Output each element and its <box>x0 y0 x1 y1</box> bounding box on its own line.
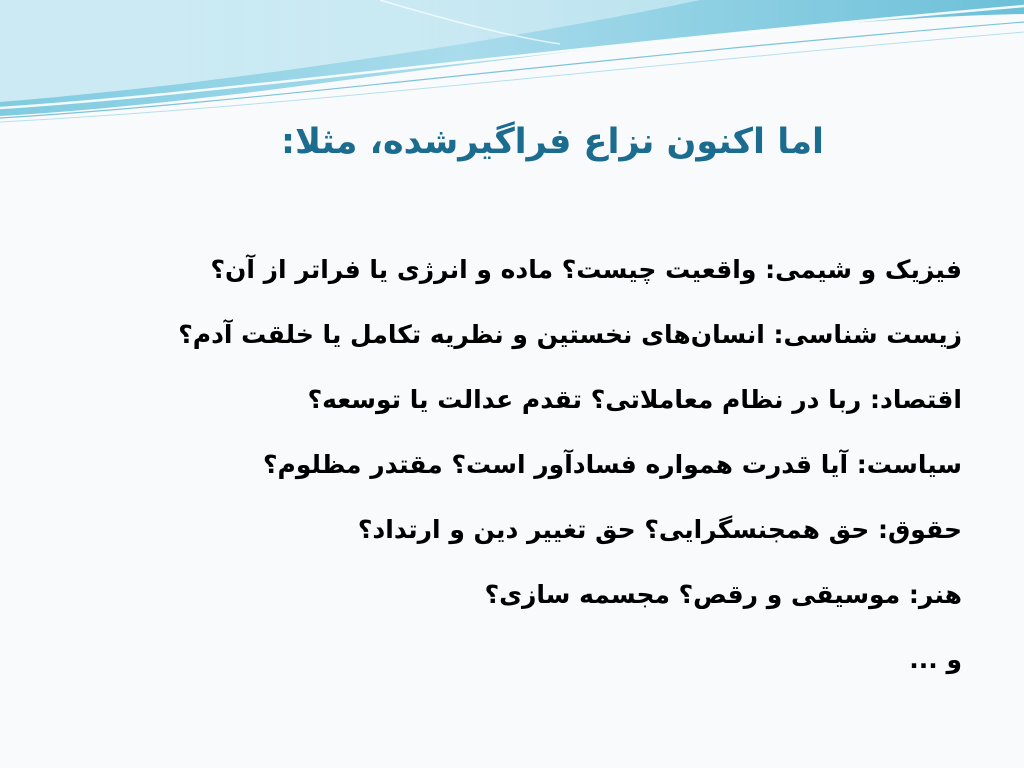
bullet-line-economy: اقتصاد: ربا در نظام معاملاتی؟ تقدم عدالت یا توسعه؟ <box>307 385 962 414</box>
bullet-line-etc: و ... <box>909 645 962 674</box>
bullet-line-biology: زیست شناسی: انسان‌های نخستین و نظریه تکامل یا خلقت آدم؟ <box>178 320 962 349</box>
slide-body <box>102 242 962 697</box>
header-wave-decoration <box>0 0 1024 130</box>
bullet-line-art: هنر: موسیقی و رقص؟ مجسمه سازی؟ <box>484 580 962 609</box>
bullet-line-politics: سیاست: آیا قدرت همواره فساد‌آور است؟ مقتدر مظلوم؟ <box>263 450 962 479</box>
bullet-line-physics: فیزیک و شیمی: واقعیت چیست؟ ماده و انرژی یا فراتر از آن؟ <box>210 255 962 284</box>
slide-title: اما اکنون نزاع فراگیر‌شده، مثلا: <box>280 122 824 162</box>
bullet-line-law: حقوق: حق همجنسگرایی؟ حق تغییر دین و ارتداد؟ <box>357 515 962 544</box>
